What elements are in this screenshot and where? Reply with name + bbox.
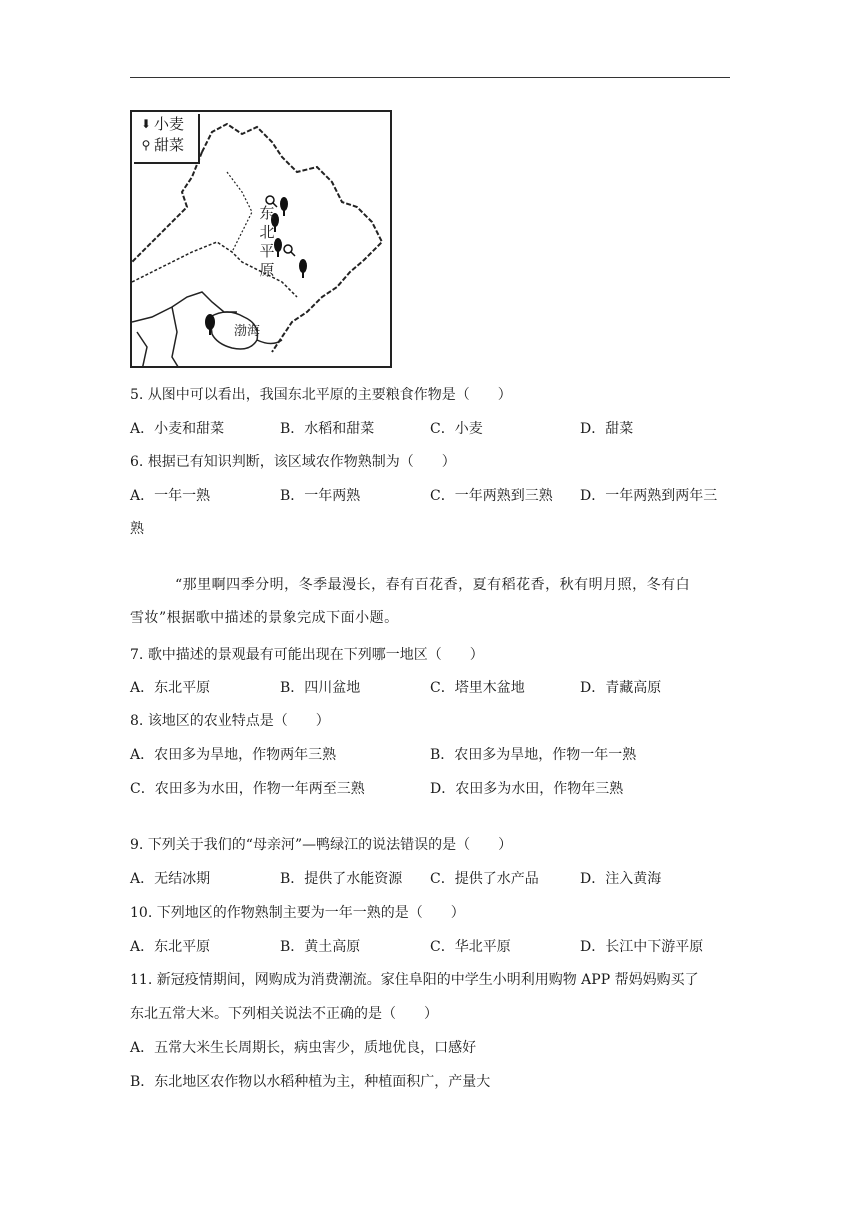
q8-option-c[interactable]: C．农田多为水田，作物一年两至三熟 [130,781,365,797]
map-legend [134,114,200,164]
northeast-map [130,110,392,368]
question-8 [130,710,330,730]
question-6 [130,451,456,471]
lyrics-line: 雪妆”根据歌中描述的景象完成下面小题。 [130,610,399,626]
q6-option-d-wrap: 熟 [130,521,144,537]
q11-option-b[interactable]: B．东北地区农作物以水稻种植为主，种植面积广，产量大 [130,1074,491,1090]
q11-option-a[interactable]: A．五常大米生长周期长，病虫害少，质地优良，口感好 [130,1040,477,1056]
question-text: 下列地区的作物熟制主要为一年一熟的是（ ） [156,905,465,921]
question-text: 下列关于我们的“母亲河”—鸭绿江的说法错误的是（ ） [147,837,513,853]
question-number: 9. [130,837,144,853]
q9-option-d[interactable]: D．注入黄海 [580,871,662,887]
legend-beet-label: 甜菜 [154,136,185,154]
question-9 [130,834,512,854]
question-number: 5. [130,387,144,403]
question-text: 歌中描述的景观最有可能出现在下列哪一地区（ ） [147,647,484,663]
question-number: 11. [130,972,153,988]
question-number: 10. [130,905,153,921]
header-rule [130,77,730,78]
question-text: 该地区的农业特点是（ ） [147,713,330,729]
beet-icon: ⚲ [141,138,151,152]
plain-label-char: 原 [259,261,275,279]
question-11-cont: 东北五常大米。下列相关说法不正确的是（ ） [130,1006,438,1022]
question-11 [130,969,699,989]
q10-option-b[interactable]: B．黄土高原 [280,939,361,955]
question-text: 新冠疫情期间，网购成为消费潮流。家住阜阳的中学生小明利用购物 APP 帮妈妈购买了 [156,972,699,988]
q10-option-d[interactable]: D．长江中下游平原 [580,939,704,955]
lyrics-line: “那里啊四季分明，冬季最漫长，春有百花香，夏有稻花香，秋有明月照，冬有白 [175,577,691,593]
bay-label: 渤海 [234,324,261,339]
question-number: 8. [130,713,144,729]
q10-option-c[interactable]: C．华北平原 [430,939,511,955]
question-number: 7. [130,647,144,663]
q8-option-a[interactable]: A．农田多为旱地，作物两年三熟 [130,747,337,763]
q5-option-a[interactable]: A．小麦和甜菜 [130,421,225,437]
q6-option-d[interactable]: D．一年两熟到两年三 [580,488,718,504]
q9-option-c[interactable]: C．提供了水产品 [430,871,539,887]
question-text: 根据已有知识判断，该区域农作物熟制为（ ） [147,454,456,470]
q5-option-b[interactable]: B．水稻和甜菜 [280,421,375,437]
plain-label [259,204,275,280]
wheat-icon: ⬇ [140,117,152,131]
plain-label-char: 北 [259,223,275,241]
q9-option-a[interactable]: A．无结冰期 [130,871,211,887]
question-7 [130,644,484,664]
lyrics-passage [175,574,735,594]
q7-option-a[interactable]: A．东北平原 [130,680,211,696]
q10-option-a[interactable]: A．东北平原 [130,939,211,955]
q7-option-d[interactable]: D．青藏高原 [580,680,662,696]
question-5 [130,384,512,404]
plain-label-char: 东 [259,204,275,222]
q9-option-b[interactable]: B．提供了水能资源 [280,871,403,887]
q5-option-c[interactable]: C．小麦 [430,421,483,437]
q6-option-b[interactable]: B．一年两熟 [280,488,361,504]
question-text: 从图中可以看出，我国东北平原的主要粮食作物是（ ） [147,387,512,403]
q5-option-d[interactable]: D．甜菜 [580,421,634,437]
q8-option-b[interactable]: B．农田多为旱地，作物一年一熟 [430,747,637,763]
q8-option-d[interactable]: D．农田多为水田，作物年三熟 [430,781,624,797]
q6-option-a[interactable]: A．一年一熟 [130,488,211,504]
q7-option-c[interactable]: C．塔里木盆地 [430,680,525,696]
question-number: 6. [130,454,144,470]
question-10 [130,902,465,922]
q6-option-c[interactable]: C．一年两熟到三熟 [430,488,553,504]
plain-label-char: 平 [259,242,275,260]
legend-wheat-label: 小麦 [154,115,185,133]
q7-option-b[interactable]: B．四川盆地 [280,680,361,696]
